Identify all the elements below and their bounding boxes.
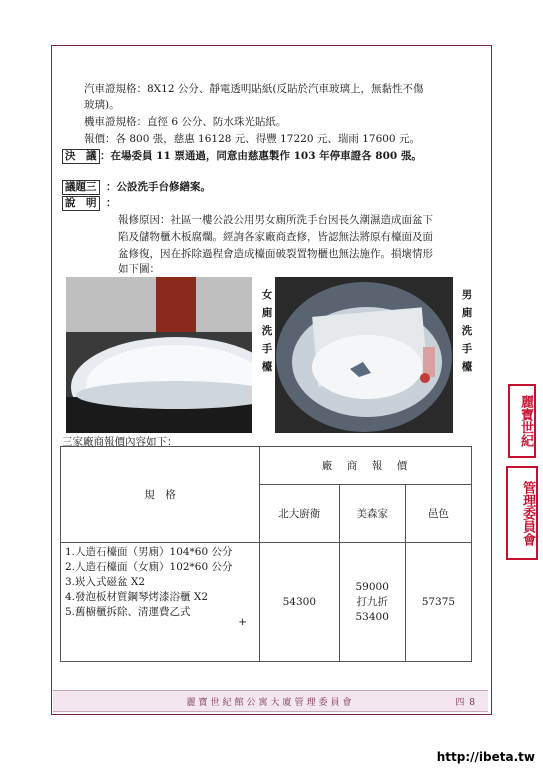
reason-line-3: 盆修復，因在拆除過程會造成檯面破裂置物櫃也無法施作。損壞情形 bbox=[118, 248, 433, 260]
spec-moto-line: 機車證規格：直徑 6 公分、防水珠光貼紙。 bbox=[84, 116, 287, 128]
spec-item: 4.發泡板材質鋼琴烤漆浴櫃 X2 bbox=[65, 591, 209, 603]
seal-bottom: 管理委員會 bbox=[506, 466, 538, 560]
mens-sink-image bbox=[275, 277, 453, 433]
description-label: 說 明 bbox=[62, 196, 100, 211]
seal-top: 麗寶世紀 bbox=[508, 384, 536, 458]
spec-item: 2.人造石檯面（女廁）102*60 公分 bbox=[65, 561, 233, 573]
page-number: 四 8 bbox=[455, 698, 476, 708]
vendor-name: 美森家 bbox=[339, 485, 405, 543]
photo-mens-caption: 男廁洗手檯 bbox=[461, 289, 473, 373]
price-vendor-2-discount: 打九折 bbox=[356, 595, 388, 608]
price-vendor-1: 54300 bbox=[260, 543, 340, 662]
quote-table bbox=[60, 446, 472, 662]
reason-line-2: 陷及儲物櫃木板腐爛。經詢各家廠商查修，皆認無法將原有檯面及面 bbox=[118, 231, 433, 243]
womens-sink-image bbox=[66, 277, 252, 433]
table-header-vendors: 廠 商 報 價 bbox=[260, 447, 472, 485]
item-three-label: 議題三 bbox=[62, 180, 100, 195]
photo-womens-sink bbox=[66, 277, 252, 433]
quotes-intro: 三家廠商報價內容如下： bbox=[62, 436, 178, 448]
spec-item: 3.崁入式磁盆 X2 bbox=[65, 576, 146, 588]
reason-line-4: 如下圖： bbox=[118, 263, 160, 275]
description-colon: ： bbox=[106, 197, 117, 209]
price-vendor-3: 57375 bbox=[405, 543, 471, 662]
spec-item: 5.舊櫥櫃拆除、清運費乙式 bbox=[65, 606, 191, 618]
spec-items-cell bbox=[61, 543, 260, 662]
photo-womens-caption: 女廁洗手檯 bbox=[261, 289, 273, 373]
resolution-label: 決 議 bbox=[62, 149, 100, 164]
quote-line: 報價：各 800 張，慈惠 16128 元、得豐 17220 元、瑞雨 17600 元。 bbox=[84, 133, 420, 145]
price-vendor-2 bbox=[339, 543, 405, 662]
page-footer bbox=[53, 690, 488, 712]
spec-car-continuation: 玻璃)。 bbox=[84, 99, 120, 111]
vendor-name: 邑色 bbox=[405, 485, 471, 543]
footer-title: 麗寶世紀館公寓大廈管理委員會 bbox=[186, 698, 355, 708]
photo-mens-sink bbox=[275, 277, 453, 433]
spec-item: 1.人造石檯面（男廁）104*60 公分 bbox=[65, 546, 233, 558]
reason-line-1: 報修原因：社區一樓公設公用男女廁所洗手台因長久潮濕造成面盆下 bbox=[118, 214, 433, 226]
plus-mark: + bbox=[238, 616, 247, 628]
watermark-url: http://ibeta.tw bbox=[436, 750, 535, 764]
item-three-title: ：公設洗手台修繕案。 bbox=[106, 181, 211, 193]
spec-car-line: 汽車證規格：8X12 公分、靜電透明貼紙(反貼於汽車玻璃上，無黏性不傷 bbox=[84, 83, 424, 95]
vendor-name: 北大廚衛 bbox=[260, 485, 340, 543]
table-header-spec: 規 格 bbox=[61, 447, 260, 543]
price-vendor-2-original: 59000 bbox=[355, 580, 389, 593]
resolution-text: ：在場委員 11 票通過，同意由慈惠製作 103 年停車證各 800 張。 bbox=[100, 150, 422, 162]
price-vendor-2-final: 53400 bbox=[355, 610, 389, 623]
